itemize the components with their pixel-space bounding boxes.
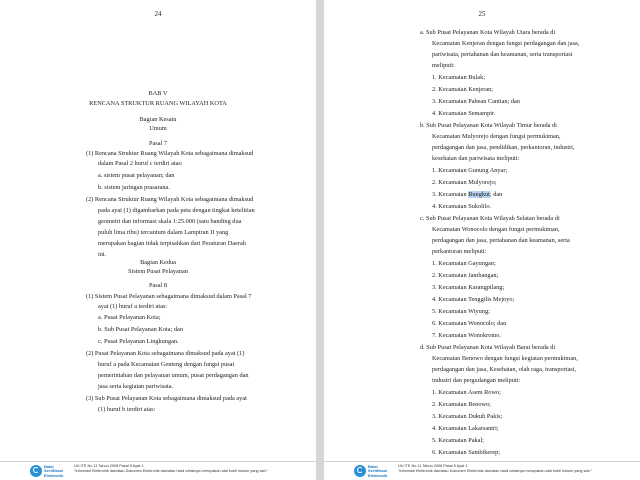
list-item: 5. Kecamatan Wiyung;: [432, 308, 490, 315]
article-title: Pasal 8: [148, 282, 167, 289]
paragraph-line: industri dan pergudangan meliputi:: [432, 377, 521, 384]
paragraph-line: perdagangan dan jasa, pendidikan, perkantoran, industri,: [432, 144, 575, 151]
list-item: 1. Kecamatan Gunung Anyar;: [432, 167, 508, 174]
paragraph-line: Kecamatan Kenjeran dengan fungsi perdagangan dan jasa,: [432, 40, 580, 47]
section-title: Bagian Kesatu: [139, 116, 177, 123]
paragraph-line: Kecamatan Benowo dengan fungsi kegiatan permukiman,: [432, 355, 578, 362]
paragraph-line: Kecamatan Wonocolo dengan fungsi permukiman,: [432, 226, 560, 233]
paragraph-line: pemerintahan dan pelayanan umum, pusat perdagangan dan: [98, 372, 249, 379]
list-item: a. Pusat Pelayanan Kota;: [98, 314, 161, 321]
list-item: 2. Kecamatan Benowo;: [432, 401, 491, 408]
logo-text: Balai Sertifikasi Elektronik: [368, 464, 388, 478]
section-heading: Umum: [149, 125, 167, 132]
list-item: 2. Kecamatan Mulyorejo;: [432, 179, 497, 186]
paragraph-line: dalam Pasal 2 huruf c terdiri atas:: [98, 160, 183, 167]
page-footer: [0, 461, 316, 480]
list-item: 6. Kecamatan Sambikerep;: [432, 449, 501, 456]
paragraph-line: ayat (1) huruf a terdiri atas:: [98, 303, 168, 310]
section-title: Bagian Kedua: [140, 259, 176, 266]
paragraph-line: ini.: [98, 251, 107, 258]
paragraph-line: perkantoran meliputi:: [432, 248, 487, 255]
page-number: 24: [154, 10, 162, 18]
paragraph-line: huruf a pada Kecamatan Genteng dengan fungsi pusat: [98, 361, 235, 368]
list-item: 1. Kecamatan Gayungan;: [432, 260, 496, 267]
list-item: b. sistem jaringan prasarana.: [98, 184, 170, 191]
list-item: 7. Kecamatan Wonokromo.: [432, 332, 501, 339]
paragraph-line: puluh lima ribu) tercantum dalam Lampiran II yang: [98, 229, 229, 236]
paragraph-line: kesehatan dan pariwisata meliputi:: [432, 155, 520, 162]
paragraph-line: pada ayat (1) digambarkan pada peta dengan tingkat ketelitian: [98, 207, 255, 214]
chapter-title: BAB V: [148, 90, 168, 97]
list-item: 3. Kecamatan Dukuh Pakis;: [432, 413, 503, 420]
list-item: 3. Kecamatan Rungkut; dan: [432, 191, 503, 198]
list-item: 4. Kecamatan Lakarsantri;: [432, 425, 499, 432]
paragraph-line: (2) Pusat Pelayanan Kota sebagaimana dimaksud pada ayat (1): [86, 350, 245, 357]
list-item: 5. Kecamatan Pakal;: [432, 437, 484, 444]
footer-text: UU ITE No 11 Tahun 2008 Pasal 5 Ayat 1 "Informasi Elektronik dan/atau Dokumen Elektronik dan/atau hasil cetaknya merupakan alat bukti hukum yang sah.": [74, 464, 269, 473]
chapter-heading: RENCANA STRUKTUR RUANG WILAYAH KOTA: [89, 100, 227, 107]
article-title: Pasal 7: [148, 140, 167, 147]
list-item: 2. Kecamatan Kenjeran;: [432, 86, 494, 93]
paragraph-line: (1) huruf b terdiri atas:: [98, 406, 156, 413]
footer-text: UU ITE No 11 Tahun 2008 Pasal 5 Ayat 1 "Informasi Elektronik dan/atau Dokumen Elektronik dan/atau hasil cetaknya merupakan alat bukti hukum yang sah.": [398, 464, 593, 473]
paragraph-line: geometri dan informasi skala 1:25.000 (satu banding dua: [98, 218, 242, 225]
paragraph-line: (3) Sub Pusat Pelayanan Kota sebagaimana dimaksud pada ayat: [86, 395, 247, 402]
list-item: 4. Kecamatan Sukolilo.: [432, 203, 492, 210]
paragraph-line: merupakan bagian tidak terpisahkan dari Peraturan Daerah: [98, 240, 246, 247]
list-item: 4. Kecamatan Semampir.: [432, 110, 496, 117]
section-heading: Sistem Pusat Pelayanan: [128, 268, 188, 275]
list-item: a. sistem pusat pelayanan; dan: [98, 172, 175, 179]
page-footer: [324, 461, 640, 480]
list-item: c. Pusat Pelayanan Lingkungan.: [98, 338, 179, 345]
paragraph-line: perdagangan dan jasa, pertahanan dan keamanan, serta: [432, 237, 570, 244]
logo-text: Balai Sertifikasi Elektronik: [44, 464, 64, 478]
paragraph-line: Kecamatan Mulyorejo dengan fungsi permukiman,: [432, 133, 561, 140]
bsre-logo: [354, 465, 394, 479]
page-right: [324, 0, 640, 480]
highlighted-text[interactable]: Rungkut: [468, 191, 490, 198]
page-left: [0, 0, 316, 480]
paragraph-line: d. Sub Pusat Pelayanan Kota Wilayah Barat berada di: [420, 344, 556, 351]
paragraph-line: (1) Sistem Pusat Pelayanan sebagaimana dimaksud dalam Pasal 7: [86, 293, 252, 300]
list-item: 2. Kecamatan Jambangan;: [432, 272, 499, 279]
paragraph-line: meliputi:: [432, 62, 455, 69]
list-item: 6. Kecamatan Wonocolo; dan: [432, 320, 507, 327]
paragraph-line: pariwisata, pertahanan dan keamanan, serta transportasi: [432, 51, 573, 58]
paragraph-line: (1) Rencana Struktur Ruang Wilayah Kota sebagaimana dimaksud: [86, 150, 254, 157]
bsre-logo-icon: [354, 465, 366, 477]
list-item: b. Sub Pusat Pelayanan Kota; dan: [98, 326, 183, 333]
bsre-logo-icon: [30, 465, 42, 477]
page-number: 25: [478, 10, 486, 18]
paragraph-line: b. Sub Pusat Pelayanan Kota Wilayah Timur berada di: [420, 122, 557, 129]
list-item: 1. Kecamatan Asem Rowo;: [432, 389, 501, 396]
list-item: 3. Kecamatan Pabean Cantian; dan: [432, 98, 520, 105]
paragraph-line: (2) Rencana Struktur Ruang Wilayah Kota sebagaimana dimaksud: [86, 196, 254, 203]
paragraph-line: c. Sub Pusat Pelayanan Kota Wilayah Selatan berada di: [420, 215, 560, 222]
paragraph-line: jasa serta kegiatan pariwisata.: [98, 383, 174, 390]
list-item: 3. Kecamatan Karangpilang;: [432, 284, 505, 291]
list-item: 4. Kecamatan Tenggilis Mejoyo;: [432, 296, 515, 303]
bsre-logo: [30, 465, 70, 479]
paragraph-line: a. Sub Pusat Pelayanan Kota Wilayah Utara berada di: [420, 29, 556, 36]
list-item: 1. Kecamatan Bulak;: [432, 74, 485, 81]
paragraph-line: perdagangan dan jasa, Kesehatan, olah raga, transportasi,: [432, 366, 577, 373]
